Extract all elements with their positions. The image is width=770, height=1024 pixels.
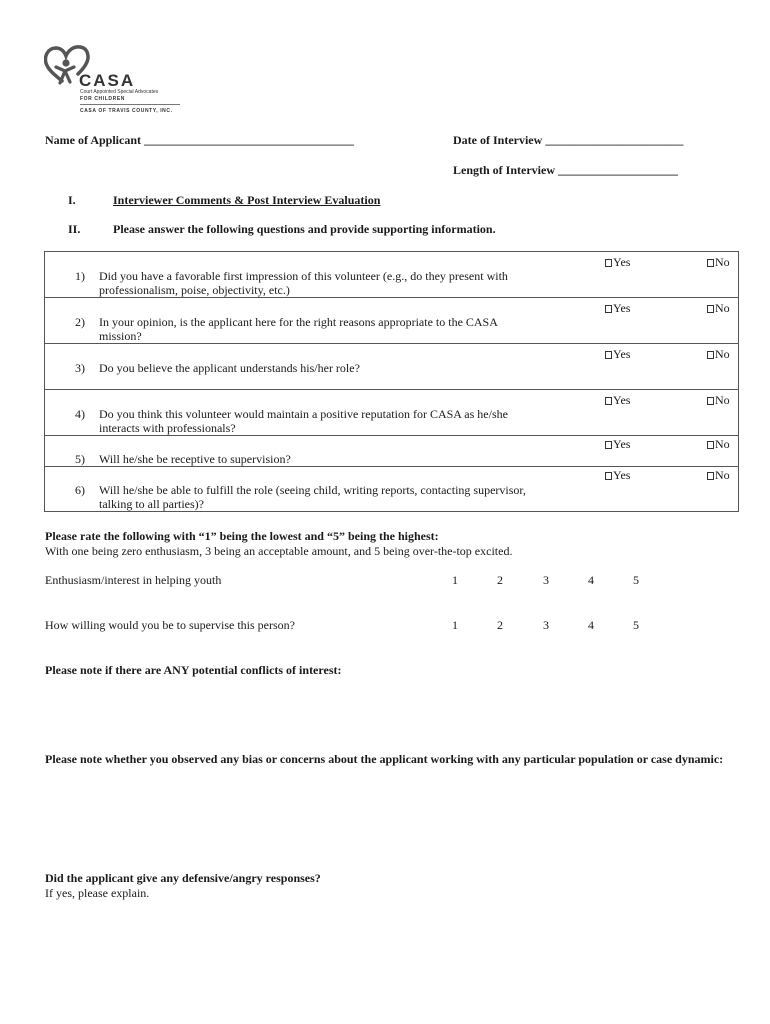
name-of-applicant-label: Name of Applicant [45, 133, 141, 147]
questions-table [44, 251, 739, 512]
no-checkbox[interactable] [707, 468, 730, 482]
yes-label: Yes [613, 301, 631, 315]
yes-checkbox[interactable] [605, 468, 630, 482]
length-of-interview-label: Length of Interview [453, 163, 555, 177]
question-text: Will he/she be receptive to supervision? [99, 452, 291, 466]
date-of-interview-field[interactable] [453, 133, 683, 147]
checkbox-icon [707, 472, 714, 480]
rating-option-1[interactable]: 1 [452, 618, 458, 632]
yes-checkbox[interactable] [605, 301, 630, 315]
conflicts-prompt: Please note if there are ANY potential conflicts of interest: [45, 663, 342, 677]
rating-item-label: How willing would you be to supervise this person? [45, 618, 295, 632]
checkbox-icon [707, 397, 714, 405]
question-text: Will he/she be able to fulfill the role (seeing child, writing reports, contacting supervisor, talking to all parties)? [99, 483, 526, 511]
question-number: 4) [75, 407, 85, 421]
yes-checkbox[interactable] [605, 437, 630, 451]
bias-answer-area[interactable] [45, 784, 735, 864]
yes-checkbox[interactable] [605, 393, 630, 407]
checkbox-icon [605, 259, 612, 267]
question-number: 6) [75, 483, 85, 497]
table-row [45, 467, 739, 512]
defensive-answer-area[interactable] [45, 904, 735, 1004]
yes-checkbox[interactable] [605, 347, 630, 361]
question-text: In your opinion, is the applicant here for the right reasons appropriate to the CASA mission? [99, 315, 498, 343]
length-of-interview-line[interactable]: ____________________ [558, 163, 678, 177]
rating-option-5[interactable]: 5 [633, 573, 639, 587]
checkbox-icon [707, 351, 714, 359]
checkbox-icon [605, 441, 612, 449]
section-1-title: Interviewer Comments & Post Interview Evaluation [113, 193, 381, 207]
no-label: No [715, 255, 730, 269]
question-number: 1) [75, 269, 85, 283]
date-of-interview-label: Date of Interview [453, 133, 543, 147]
checkbox-icon [707, 305, 714, 313]
logo-org: CASA OF TRAVIS COUNTY, INC. [80, 108, 173, 114]
table-row [45, 298, 739, 344]
section-2-number: II. [68, 222, 81, 236]
yes-label: Yes [613, 468, 631, 482]
conflicts-answer-area[interactable] [45, 680, 735, 740]
yes-label: Yes [613, 393, 631, 407]
defensive-prompt: Did the applicant give any defensive/angry responses? [45, 871, 321, 885]
yes-label: Yes [613, 347, 631, 361]
rating-item-label: Enthusiasm/interest in helping youth [45, 573, 222, 587]
date-of-interview-line[interactable]: _______________________ [545, 133, 684, 147]
table-row [45, 344, 739, 390]
checkbox-icon [605, 305, 612, 313]
yes-checkbox[interactable] [605, 255, 630, 269]
no-checkbox[interactable] [707, 393, 730, 407]
checkbox-icon [707, 259, 714, 267]
rating-option-4[interactable]: 4 [588, 573, 594, 587]
no-label: No [715, 347, 730, 361]
section-2-title: Please answer the following questions and provide supporting information. [113, 222, 496, 236]
table-row [45, 252, 739, 298]
no-checkbox[interactable] [707, 437, 730, 451]
logo-wordmark: CASA [79, 71, 136, 90]
checkbox-icon [605, 472, 612, 480]
name-of-applicant-line[interactable]: ___________________________________ [144, 133, 354, 147]
no-checkbox[interactable] [707, 301, 730, 315]
rating-option-5[interactable]: 5 [633, 618, 639, 632]
rating-option-2[interactable]: 2 [497, 618, 503, 632]
no-label: No [715, 437, 730, 451]
table-row [45, 390, 739, 436]
checkbox-icon [605, 397, 612, 405]
rating-option-3[interactable]: 3 [543, 573, 549, 587]
question-text: Did you have a favorable first impression of this volunteer (e.g., do they present with professionalism, poise, objectivity, etc.) [99, 269, 508, 297]
name-of-applicant-field[interactable] [45, 133, 354, 147]
no-checkbox[interactable] [707, 255, 730, 269]
yes-label: Yes [613, 255, 631, 269]
question-number: 5) [75, 452, 85, 466]
no-label: No [715, 468, 730, 482]
no-checkbox[interactable] [707, 347, 730, 361]
table-row [45, 436, 739, 467]
logo-subtitle-2: FOR CHILDREN [80, 96, 125, 102]
section-1-number: I. [68, 193, 76, 207]
no-label: No [715, 393, 730, 407]
logo-subtitle: Court Appointed Special Advocates [80, 89, 159, 95]
rating-heading: Please rate the following with “1” being the lowest and “5” being the highest: [45, 529, 439, 543]
rating-option-1[interactable]: 1 [452, 573, 458, 587]
question-number: 2) [75, 315, 85, 329]
question-text: Do you believe the applicant understands his/her role? [99, 361, 360, 375]
rating-subtext: With one being zero enthusiasm, 3 being an acceptable amount, and 5 being over-the-top excited. [45, 544, 513, 558]
question-text: Do you think this volunteer would maintain a positive reputation for CASA as he/she interacts with professionals? [99, 407, 508, 435]
checkbox-icon [605, 351, 612, 359]
bias-prompt: Please note whether you observed any bias or concerns about the applicant working with any particular population or case dynamic: [45, 752, 724, 766]
rating-option-3[interactable]: 3 [543, 618, 549, 632]
question-number: 3) [75, 361, 85, 375]
rating-option-2[interactable]: 2 [497, 573, 503, 587]
no-label: No [715, 301, 730, 315]
rating-option-4[interactable]: 4 [588, 618, 594, 632]
defensive-subprompt: If yes, please explain. [45, 886, 150, 900]
checkbox-icon [707, 441, 714, 449]
logo-divider [80, 104, 180, 105]
yes-label: Yes [613, 437, 631, 451]
length-of-interview-field[interactable] [453, 163, 678, 177]
